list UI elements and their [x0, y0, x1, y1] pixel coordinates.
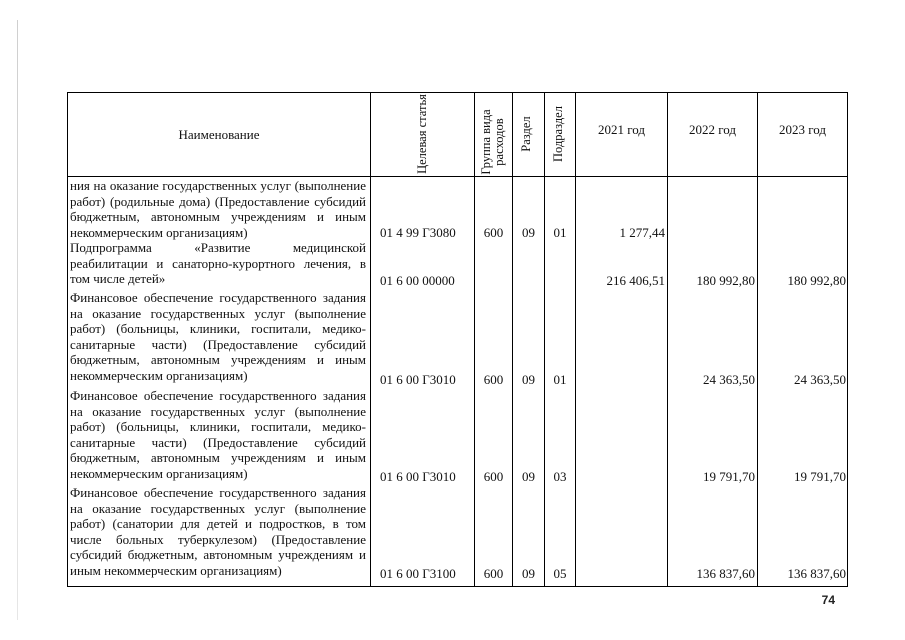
- row-name: Финансовое обеспечение государственного задания на оказание государственных услуг (выполнение работ) (больницы, клиники, госпитали, медико-санитарные части) (Предоставление субсидий бюджетным, автономным учреждениям и иным некоммерческим организациям): [70, 290, 366, 383]
- row-value-2022: 180 992,80: [696, 273, 755, 288]
- col-border: [544, 92, 545, 586]
- header-subsection: Подраздел: [551, 106, 565, 162]
- row-value-2023: 19 791,70: [794, 469, 846, 484]
- table-bottom-border: [67, 586, 848, 587]
- row-group: 600: [483, 469, 504, 484]
- row-group: 600: [483, 566, 504, 581]
- row-section: 09: [522, 225, 535, 240]
- row-subsection: 03: [553, 469, 567, 484]
- col-border: [847, 92, 848, 586]
- row-value-2023: 136 837,60: [787, 566, 846, 581]
- col-border: [512, 92, 513, 586]
- col-border: [370, 92, 371, 586]
- header-2021: 2021 год: [598, 121, 645, 137]
- header-bottom-border: [67, 176, 848, 177]
- row-value-2021: 1 277,44: [619, 225, 665, 240]
- header-2023: 2023 год: [779, 121, 826, 137]
- page-number: 74: [821, 593, 835, 607]
- row-group: 600: [483, 225, 504, 240]
- col-border: [575, 92, 576, 586]
- row-code: 01 6 00 00000: [380, 273, 455, 288]
- row-code: 01 6 00 Г3010: [380, 372, 456, 387]
- header-group: Группа вида расходов: [479, 109, 506, 175]
- row-value-2021: 216 406,51: [606, 273, 665, 288]
- row-name: Подпрограмма «Развитие медицинской реабилитации и санаторно-курортного лечения, в том числе детей»: [70, 240, 366, 286]
- row-subsection: 01: [553, 225, 567, 240]
- row-section: 09: [522, 566, 535, 581]
- row-name: Финансовое обеспечение государственного задания на оказание государственных услуг (выполнение работ) (больницы, клиники, госпитали, медико-санитарные части) (Предоставление субсидий бюджетным, автономным учреждениям и иным некоммерческим организациям): [70, 388, 366, 481]
- header-name: Наименование: [178, 126, 260, 142]
- row-value-2023: 24 363,50: [794, 372, 846, 387]
- row-code: 01 6 00 Г3010: [380, 469, 456, 484]
- row-section: 09: [522, 372, 535, 387]
- header-section: Раздел: [519, 116, 533, 152]
- row-section: 09: [522, 469, 535, 484]
- row-group: 600: [483, 372, 504, 387]
- header-target: Целевая статья: [414, 94, 429, 174]
- row-subsection: 05: [553, 566, 567, 581]
- col-border: [667, 92, 668, 586]
- col-border: [474, 92, 475, 586]
- row-value-2022: 19 791,70: [703, 469, 755, 484]
- row-code: 01 4 99 Г3080: [380, 225, 456, 240]
- row-subsection: 01: [553, 372, 567, 387]
- scan-edge: [17, 20, 18, 620]
- row-name: ния на оказание государственных услуг (выполнение работ) (родильные дома) (Предоставление субсидий бюджетным, автономным учреждениям и иным некоммерческим организациям): [70, 178, 366, 240]
- col-border: [757, 92, 758, 586]
- row-value-2022: 24 363,50: [703, 372, 755, 387]
- header-2022: 2022 год: [689, 121, 736, 137]
- row-value-2022: 136 837,60: [696, 566, 755, 581]
- row-name: Финансовое обеспечение государственного задания на оказание государственных услуг (выполнение работ) (санатории для детей и подростков, в том числе больных туберкулезом) (Предоставление субсидий бюджетным, автономным учреждениям и иным некоммерческим организациям): [70, 485, 366, 578]
- row-value-2023: 180 992,80: [787, 273, 846, 288]
- row-code: 01 6 00 Г3100: [380, 566, 456, 581]
